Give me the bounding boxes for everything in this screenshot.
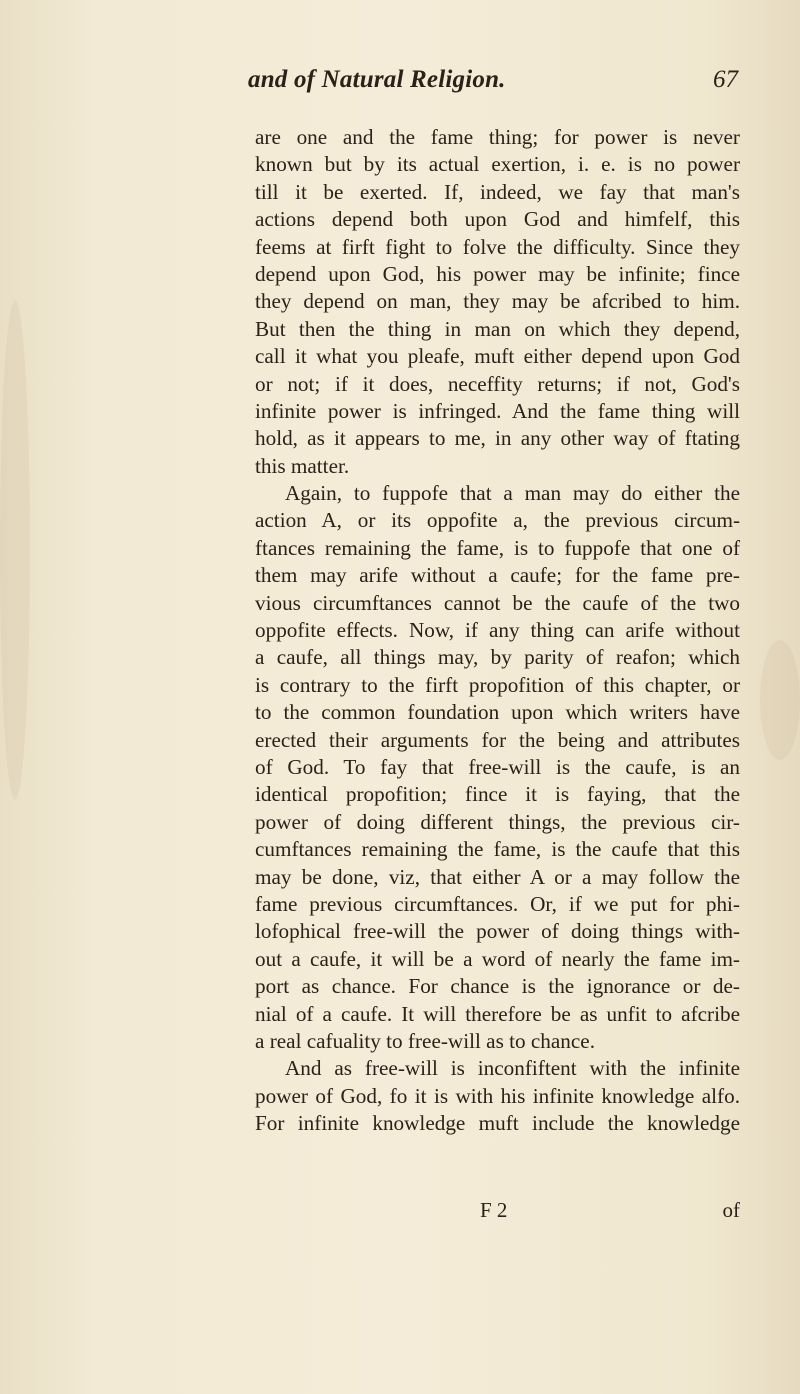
text-line: erected their arguments for the being and attributes [255,727,740,752]
text-line: fame previous circumftances. Or, if we put for phi- [255,891,740,916]
paragraph [255,480,740,1055]
text-line: lofophical free-will the power of doing things with- [255,919,740,944]
signature-mark: F 2 [480,1198,508,1222]
text-line: them may arife without a caufe; for the fame pre- [255,563,740,588]
text-line: to the common foundation upon which writers have [255,700,740,725]
text-line: infinite power is infringed. And the fame thing will [255,398,740,423]
text-line: vious circumftances cannot be the caufe of the two [255,590,740,615]
text-line: But then the thing in man on which they depend, [255,316,740,341]
text-line: is contrary to the firft propofition of this chapter, or [255,672,740,697]
page-number: 67 [713,66,738,93]
text-line: For infinite knowledge muft include the knowledge [255,1111,740,1136]
text-line: this matter. [255,453,350,478]
paper-stain [760,640,800,760]
text-line: call it what you pleafe, muft either depend upon God [255,344,740,369]
text-line: hold, as it appears to me, in any other way of ftating [255,426,740,451]
running-title: and of Natural Religion. [248,66,506,93]
text-line: action A, or its oppofite a, the previous circum- [255,508,740,533]
text-line: actions depend both upon God and himfelf, this [255,207,740,232]
text-line: feems at firft fight to folve the difficulty. Since they [255,234,740,259]
text-line: power of God, fo it is with his infinite knowledge alfo. [255,1083,740,1108]
text-line: they depend on man, they may be afcribed to him. [255,289,740,314]
text-line: And as free-will is inconfiftent with the infinite [285,1056,740,1081]
text-line: Again, to fuppofe that a man may do either the [285,481,740,506]
text-line: out a caufe, it will be a word of nearly the fame im- [255,946,740,971]
text-line: port as chance. For chance is the ignorance or de- [255,974,740,999]
text-line: of God. To fay that free-will is the caufe, is an [255,754,740,779]
text-line: cumftances remaining the fame, is the caufe that this [255,837,740,862]
text-line: ftances remaining the fame, is to fuppofe that one of [255,535,740,560]
text-line: till it be exerted. If, indeed, we fay that man's [255,179,740,204]
text-line: identical propofition; fince it is faying, that the [255,782,740,807]
text-line: power of doing different things, the previous cir- [255,809,740,834]
paragraph [255,1055,740,1137]
text-line: may be done, viz, that either A or a may follow the [255,864,740,889]
text-line: oppofite effects. Now, if any thing can arife without [255,618,740,643]
text-line: or not; if it does, neceffity returns; if not, God's [255,371,740,396]
page-footer [255,1198,740,1228]
page-header [248,66,738,106]
text-line: are one and the fame thing; for power is never [255,125,740,149]
body-text [255,124,740,1137]
paragraph [255,124,740,480]
catchword: of [722,1198,740,1222]
paper-stain [0,300,30,800]
text-line: depend upon God, his power may be infinite; fince [255,261,740,286]
text-line: a real cafuality to free-will as to chance. [255,1028,595,1053]
text-line: nial of a caufe. It will therefore be as unfit to afcribe [255,1001,740,1026]
text-line: known but by its actual exertion, i. e. is no power [255,152,740,177]
text-line: a caufe, all things may, by parity of reafon; which [255,645,740,670]
